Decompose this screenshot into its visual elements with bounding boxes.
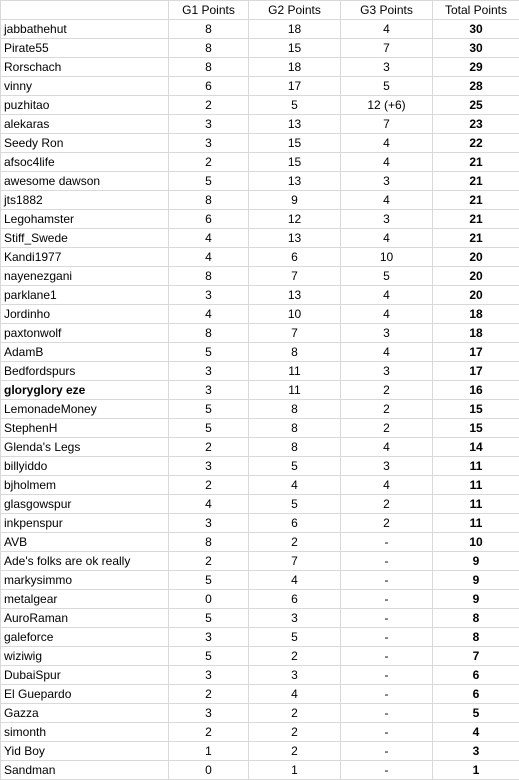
g2-points-cell[interactable]: 13 <box>249 229 341 248</box>
g1-points-cell[interactable]: 3 <box>169 457 249 476</box>
table-row <box>1 723 519 742</box>
player-name-cell[interactable]: alekaras <box>1 115 169 134</box>
g3-points-cell[interactable]: - <box>341 628 433 647</box>
total-points-cell[interactable]: 20 <box>433 267 519 286</box>
g1-points-cell[interactable]: 4 <box>169 229 249 248</box>
total-points-cell[interactable]: 30 <box>433 20 519 39</box>
total-points-cell[interactable]: 29 <box>433 58 519 77</box>
player-name-cell[interactable]: Gazza <box>1 704 169 723</box>
g2-points-cell[interactable]: 8 <box>249 419 341 438</box>
player-name-cell[interactable]: awesome dawson <box>1 172 169 191</box>
table-row <box>1 419 519 438</box>
g3-points-cell[interactable]: 2 <box>341 419 433 438</box>
g1-points-cell[interactable]: 3 <box>169 514 249 533</box>
total-points-cell[interactable]: 23 <box>433 115 519 134</box>
total-points-cell[interactable]: 7 <box>433 647 519 666</box>
g2-points-cell[interactable]: 15 <box>249 134 341 153</box>
g2-points-cell[interactable]: 11 <box>249 381 341 400</box>
g3-points-cell[interactable]: 4 <box>341 20 433 39</box>
total-points-cell[interactable]: 9 <box>433 590 519 609</box>
header-g3-points[interactable]: G3 Points <box>341 1 433 20</box>
g2-points-cell[interactable]: 8 <box>249 400 341 419</box>
header-g1-points[interactable]: G1 Points <box>169 1 249 20</box>
g1-points-cell[interactable]: 8 <box>169 58 249 77</box>
g3-points-cell[interactable]: 4 <box>341 229 433 248</box>
g1-points-cell[interactable]: 8 <box>169 20 249 39</box>
player-name-cell[interactable]: wiziwig <box>1 647 169 666</box>
g2-points-cell[interactable]: 4 <box>249 685 341 704</box>
player-name-cell[interactable]: Kandi1977 <box>1 248 169 267</box>
g2-points-cell[interactable]: 17 <box>249 77 341 96</box>
player-name-cell[interactable]: Sandman <box>1 761 169 780</box>
g3-points-cell[interactable]: - <box>341 647 433 666</box>
g3-points-cell[interactable]: 10 <box>341 248 433 267</box>
player-name-cell[interactable]: Legohamster <box>1 210 169 229</box>
total-points-cell[interactable]: 8 <box>433 628 519 647</box>
g1-points-cell[interactable]: 2 <box>169 685 249 704</box>
table-row <box>1 39 519 58</box>
table-body <box>1 20 519 780</box>
total-points-cell[interactable]: 10 <box>433 533 519 552</box>
table-row <box>1 457 519 476</box>
g3-points-cell[interactable]: 2 <box>341 495 433 514</box>
g1-points-cell[interactable]: 5 <box>169 571 249 590</box>
g3-points-cell[interactable]: 2 <box>341 400 433 419</box>
g2-points-cell[interactable]: 11 <box>249 362 341 381</box>
g2-points-cell[interactable]: 4 <box>249 476 341 495</box>
table-row <box>1 533 519 552</box>
total-points-cell[interactable]: 21 <box>433 210 519 229</box>
g3-points-cell[interactable]: 3 <box>341 324 433 343</box>
g1-points-cell[interactable]: 0 <box>169 761 249 780</box>
table-row <box>1 286 519 305</box>
g1-points-cell[interactable]: 0 <box>169 590 249 609</box>
player-name-cell[interactable]: inkpenspur <box>1 514 169 533</box>
total-points-cell[interactable]: 17 <box>433 343 519 362</box>
total-points-cell[interactable]: 16 <box>433 381 519 400</box>
total-points-cell[interactable]: 5 <box>433 704 519 723</box>
g3-points-cell[interactable]: - <box>341 552 433 571</box>
g3-points-cell[interactable]: 4 <box>341 305 433 324</box>
g1-points-cell[interactable]: 6 <box>169 210 249 229</box>
g1-points-cell[interactable]: 3 <box>169 362 249 381</box>
g3-points-cell[interactable]: 4 <box>341 153 433 172</box>
table-row <box>1 58 519 77</box>
g3-points-cell[interactable]: 3 <box>341 210 433 229</box>
g3-points-cell[interactable]: - <box>341 533 433 552</box>
g2-points-cell[interactable]: 15 <box>249 39 341 58</box>
player-name-cell[interactable]: billyiddo <box>1 457 169 476</box>
player-name-cell[interactable]: markysimmo <box>1 571 169 590</box>
g3-points-cell[interactable]: 3 <box>341 172 433 191</box>
total-points-cell[interactable]: 20 <box>433 286 519 305</box>
g3-points-cell[interactable]: - <box>341 723 433 742</box>
g1-points-cell[interactable]: 5 <box>169 419 249 438</box>
g3-points-cell[interactable]: - <box>341 590 433 609</box>
g1-points-cell[interactable]: 3 <box>169 666 249 685</box>
total-points-cell[interactable]: 28 <box>433 77 519 96</box>
total-points-cell[interactable]: 21 <box>433 153 519 172</box>
g2-points-cell[interactable]: 13 <box>249 115 341 134</box>
table-row <box>1 761 519 780</box>
total-points-cell[interactable]: 22 <box>433 134 519 153</box>
g3-points-cell[interactable]: - <box>341 704 433 723</box>
g2-points-cell[interactable]: 7 <box>249 324 341 343</box>
g1-points-cell[interactable]: 2 <box>169 552 249 571</box>
table-row <box>1 381 519 400</box>
total-points-cell[interactable]: 9 <box>433 552 519 571</box>
player-name-cell[interactable]: LemonadeMoney <box>1 400 169 419</box>
g3-points-cell[interactable]: - <box>341 609 433 628</box>
g3-points-cell[interactable]: 4 <box>341 343 433 362</box>
total-points-cell[interactable]: 11 <box>433 514 519 533</box>
total-points-cell[interactable]: 25 <box>433 96 519 115</box>
player-name-cell[interactable]: DubaiSpur <box>1 666 169 685</box>
g3-points-cell[interactable]: 4 <box>341 476 433 495</box>
g2-points-cell[interactable]: 3 <box>249 609 341 628</box>
total-points-cell[interactable]: 4 <box>433 723 519 742</box>
table-row <box>1 438 519 457</box>
total-points-cell[interactable]: 3 <box>433 742 519 761</box>
g2-points-cell[interactable]: 2 <box>249 533 341 552</box>
table-row <box>1 704 519 723</box>
g3-points-cell[interactable]: 4 <box>341 191 433 210</box>
g2-points-cell[interactable]: 5 <box>249 495 341 514</box>
player-name-cell[interactable]: AuroRaman <box>1 609 169 628</box>
table-row <box>1 514 519 533</box>
g1-points-cell[interactable]: 8 <box>169 533 249 552</box>
g1-points-cell[interactable]: 2 <box>169 438 249 457</box>
g3-points-cell[interactable]: 4 <box>341 134 433 153</box>
g3-points-cell[interactable]: 4 <box>341 438 433 457</box>
g2-points-cell[interactable]: 18 <box>249 58 341 77</box>
player-name-cell[interactable]: Yid Boy <box>1 742 169 761</box>
g2-points-cell[interactable]: 7 <box>249 552 341 571</box>
g3-points-cell[interactable]: - <box>341 666 433 685</box>
g1-points-cell[interactable]: 3 <box>169 381 249 400</box>
total-points-cell[interactable]: 18 <box>433 305 519 324</box>
table-row <box>1 647 519 666</box>
g3-points-cell[interactable]: 3 <box>341 58 433 77</box>
total-points-cell[interactable]: 14 <box>433 438 519 457</box>
table-row <box>1 77 519 96</box>
table-row <box>1 628 519 647</box>
player-name-cell[interactable]: StephenH <box>1 419 169 438</box>
g1-points-cell[interactable]: 5 <box>169 647 249 666</box>
total-points-cell[interactable]: 17 <box>433 362 519 381</box>
total-points-cell[interactable]: 20 <box>433 248 519 267</box>
g1-points-cell[interactable]: 4 <box>169 248 249 267</box>
table-row <box>1 609 519 628</box>
g2-points-cell[interactable]: 13 <box>249 172 341 191</box>
g3-points-cell[interactable]: - <box>341 571 433 590</box>
table-row <box>1 305 519 324</box>
g2-points-cell[interactable]: 2 <box>249 723 341 742</box>
g2-points-cell[interactable]: 5 <box>249 628 341 647</box>
g1-points-cell[interactable]: 4 <box>169 495 249 514</box>
g3-points-cell[interactable]: 7 <box>341 39 433 58</box>
g1-points-cell[interactable]: 8 <box>169 191 249 210</box>
g3-points-cell[interactable]: 5 <box>341 267 433 286</box>
g3-points-cell[interactable]: 3 <box>341 362 433 381</box>
table-row <box>1 571 519 590</box>
total-points-cell[interactable]: 15 <box>433 400 519 419</box>
table-row <box>1 267 519 286</box>
player-name-cell[interactable]: Stiff_Swede <box>1 229 169 248</box>
player-name-cell[interactable]: Bedfordspurs <box>1 362 169 381</box>
g3-points-cell[interactable]: 7 <box>341 115 433 134</box>
player-name-cell[interactable]: Seedy Ron <box>1 134 169 153</box>
g2-points-cell[interactable]: 2 <box>249 647 341 666</box>
g1-points-cell[interactable]: 5 <box>169 400 249 419</box>
table-row <box>1 248 519 267</box>
g1-points-cell[interactable]: 3 <box>169 134 249 153</box>
g1-points-cell[interactable]: 6 <box>169 77 249 96</box>
total-points-cell[interactable]: 6 <box>433 666 519 685</box>
g2-points-cell[interactable]: 8 <box>249 438 341 457</box>
player-name-cell[interactable]: Jordinho <box>1 305 169 324</box>
g1-points-cell[interactable]: 8 <box>169 267 249 286</box>
table-row <box>1 400 519 419</box>
table-row <box>1 153 519 172</box>
g1-points-cell[interactable]: 4 <box>169 305 249 324</box>
g1-points-cell[interactable]: 8 <box>169 39 249 58</box>
g1-points-cell[interactable]: 5 <box>169 609 249 628</box>
g2-points-cell[interactable]: 6 <box>249 590 341 609</box>
g1-points-cell[interactable]: 2 <box>169 96 249 115</box>
table-row <box>1 343 519 362</box>
player-name-cell[interactable]: Rorschach <box>1 58 169 77</box>
table-row <box>1 742 519 761</box>
total-points-cell[interactable]: 1 <box>433 761 519 780</box>
g1-points-cell[interactable]: 1 <box>169 742 249 761</box>
table-row <box>1 685 519 704</box>
g2-points-cell[interactable]: 1 <box>249 761 341 780</box>
total-points-cell[interactable]: 11 <box>433 457 519 476</box>
g1-points-cell[interactable]: 3 <box>169 115 249 134</box>
header-row <box>1 1 519 20</box>
g2-points-cell[interactable]: 6 <box>249 248 341 267</box>
table-row <box>1 324 519 343</box>
g2-points-cell[interactable]: 9 <box>249 191 341 210</box>
player-name-cell[interactable]: Pirate55 <box>1 39 169 58</box>
total-points-cell[interactable]: 8 <box>433 609 519 628</box>
total-points-cell[interactable]: 9 <box>433 571 519 590</box>
table-row <box>1 115 519 134</box>
g2-points-cell[interactable]: 18 <box>249 20 341 39</box>
table-row <box>1 191 519 210</box>
g1-points-cell[interactable]: 8 <box>169 324 249 343</box>
player-name-cell[interactable]: vinny <box>1 77 169 96</box>
total-points-cell[interactable]: 21 <box>433 229 519 248</box>
g2-points-cell[interactable]: 8 <box>249 343 341 362</box>
player-name-cell[interactable]: AVB <box>1 533 169 552</box>
header-total-points[interactable]: Total Points <box>433 1 519 20</box>
g1-points-cell[interactable]: 5 <box>169 172 249 191</box>
player-name-cell[interactable]: puzhitao <box>1 96 169 115</box>
g1-points-cell[interactable]: 2 <box>169 476 249 495</box>
g2-points-cell[interactable]: 7 <box>249 267 341 286</box>
table-row <box>1 134 519 153</box>
g2-points-cell[interactable]: 6 <box>249 514 341 533</box>
table-row <box>1 96 519 115</box>
player-name-cell[interactable]: galeforce <box>1 628 169 647</box>
table-row <box>1 590 519 609</box>
g3-points-cell[interactable]: 2 <box>341 514 433 533</box>
player-name-cell[interactable]: glasgowspur <box>1 495 169 514</box>
player-name-cell[interactable]: nayenezgani <box>1 267 169 286</box>
table-row <box>1 362 519 381</box>
table-row <box>1 210 519 229</box>
g1-points-cell[interactable]: 3 <box>169 628 249 647</box>
player-name-cell[interactable]: Glenda's Legs <box>1 438 169 457</box>
g3-points-cell[interactable]: - <box>341 742 433 761</box>
g2-points-cell[interactable]: 15 <box>249 153 341 172</box>
player-name-cell[interactable]: paxtonwolf <box>1 324 169 343</box>
table-row <box>1 172 519 191</box>
table-row <box>1 666 519 685</box>
g3-points-cell[interactable]: 5 <box>341 77 433 96</box>
g1-points-cell[interactable]: 3 <box>169 704 249 723</box>
total-points-cell[interactable]: 18 <box>433 324 519 343</box>
total-points-cell[interactable]: 15 <box>433 419 519 438</box>
g2-points-cell[interactable]: 5 <box>249 457 341 476</box>
player-name-cell[interactable]: Ade's folks are ok really <box>1 552 169 571</box>
total-points-cell[interactable]: 21 <box>433 191 519 210</box>
g3-points-cell[interactable]: - <box>341 685 433 704</box>
g2-points-cell[interactable]: 5 <box>249 96 341 115</box>
player-name-cell[interactable]: gloryglory eze <box>1 381 169 400</box>
g3-points-cell[interactable]: 4 <box>341 286 433 305</box>
player-name-cell[interactable]: AdamB <box>1 343 169 362</box>
g1-points-cell[interactable]: 3 <box>169 286 249 305</box>
player-name-cell[interactable]: simonth <box>1 723 169 742</box>
total-points-cell[interactable]: 30 <box>433 39 519 58</box>
total-points-cell[interactable]: 11 <box>433 495 519 514</box>
g2-points-cell[interactable]: 2 <box>249 742 341 761</box>
g2-points-cell[interactable]: 12 <box>249 210 341 229</box>
g3-points-cell[interactable]: 12 (+6) <box>341 96 433 115</box>
player-name-cell[interactable]: bjholmem <box>1 476 169 495</box>
g2-points-cell[interactable]: 2 <box>249 704 341 723</box>
table-row <box>1 552 519 571</box>
g2-points-cell[interactable]: 10 <box>249 305 341 324</box>
g1-points-cell[interactable]: 5 <box>169 343 249 362</box>
player-name-cell[interactable]: jts1882 <box>1 191 169 210</box>
header-name[interactable] <box>1 1 169 20</box>
header-g2-points[interactable]: G2 Points <box>249 1 341 20</box>
player-name-cell[interactable]: jabbathehut <box>1 20 169 39</box>
table-row <box>1 495 519 514</box>
g3-points-cell[interactable]: - <box>341 761 433 780</box>
table-row <box>1 20 519 39</box>
g3-points-cell[interactable]: 3 <box>341 457 433 476</box>
player-name-cell[interactable]: parklane1 <box>1 286 169 305</box>
g2-points-cell[interactable]: 3 <box>249 666 341 685</box>
g2-points-cell[interactable]: 4 <box>249 571 341 590</box>
player-name-cell[interactable]: afsoc4life <box>1 153 169 172</box>
total-points-cell[interactable]: 21 <box>433 172 519 191</box>
g3-points-cell[interactable]: 2 <box>341 381 433 400</box>
g2-points-cell[interactable]: 13 <box>249 286 341 305</box>
g1-points-cell[interactable]: 2 <box>169 153 249 172</box>
player-name-cell[interactable]: metalgear <box>1 590 169 609</box>
total-points-cell[interactable]: 11 <box>433 476 519 495</box>
player-name-cell[interactable]: El Guepardo <box>1 685 169 704</box>
g1-points-cell[interactable]: 2 <box>169 723 249 742</box>
table-row <box>1 476 519 495</box>
total-points-cell[interactable]: 6 <box>433 685 519 704</box>
table-row <box>1 229 519 248</box>
